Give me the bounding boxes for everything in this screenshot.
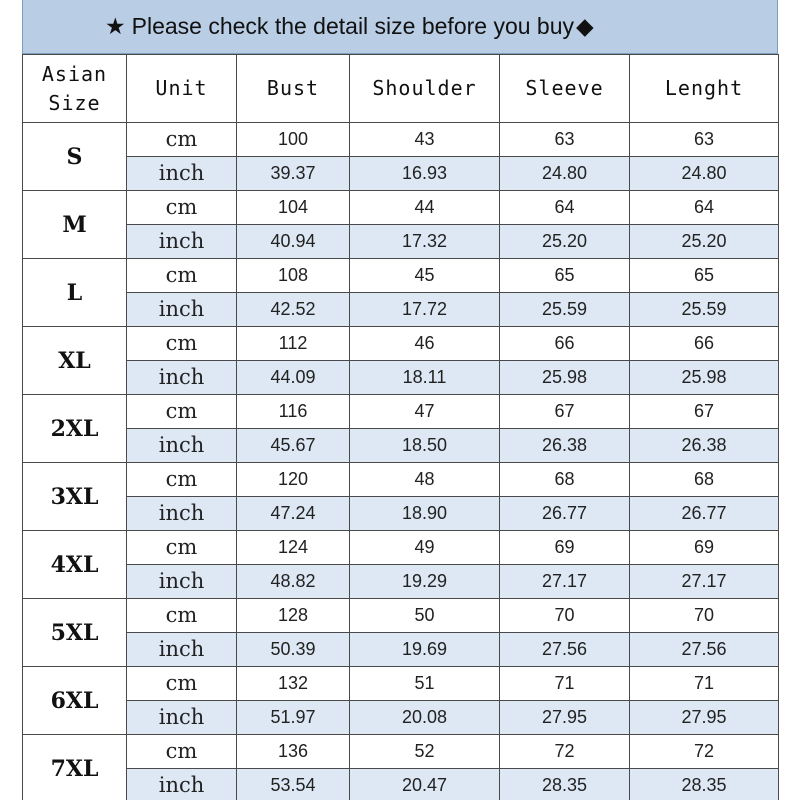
- sleeve-inch-value: 26.77: [500, 497, 630, 531]
- table-row-cm: [23, 327, 779, 361]
- shoulder-cm-value: 50: [350, 599, 500, 633]
- header-unit: Unit: [127, 55, 237, 123]
- sleeve-cm-value: 68: [500, 463, 630, 497]
- bust-inch-value: 39.37: [237, 157, 350, 191]
- header-row: [23, 55, 779, 123]
- table-row-inch: [23, 429, 779, 463]
- length-cm-value: 65: [630, 259, 779, 293]
- length-cm-value: 70: [630, 599, 779, 633]
- bust-cm-value: 136: [237, 735, 350, 769]
- shoulder-cm-value: 47: [350, 395, 500, 429]
- length-inch-value: 25.98: [630, 361, 779, 395]
- shoulder-cm-value: 52: [350, 735, 500, 769]
- length-cm-value: 66: [630, 327, 779, 361]
- sleeve-inch-value: 25.20: [500, 225, 630, 259]
- unit-cm: cm: [127, 735, 237, 769]
- sleeve-inch-value: 24.80: [500, 157, 630, 191]
- length-cm-value: 72: [630, 735, 779, 769]
- shoulder-cm-value: 44: [350, 191, 500, 225]
- size-label: L: [23, 259, 127, 327]
- length-cm-value: 64: [630, 191, 779, 225]
- star-icon: ★: [105, 13, 126, 39]
- shoulder-cm-value: 48: [350, 463, 500, 497]
- unit-inch: inch: [127, 633, 237, 667]
- length-inch-value: 28.35: [630, 769, 779, 800]
- length-inch-value: 25.59: [630, 293, 779, 327]
- size-label: 6XL: [23, 667, 127, 735]
- table-row-inch: [23, 361, 779, 395]
- unit-cm: cm: [127, 599, 237, 633]
- size-label: 2XL: [23, 395, 127, 463]
- bust-inch-value: 50.39: [237, 633, 350, 667]
- size-table-body: [23, 123, 779, 800]
- unit-cm: cm: [127, 463, 237, 497]
- bust-inch-value: 47.24: [237, 497, 350, 531]
- bust-cm-value: 108: [237, 259, 350, 293]
- unit-inch: inch: [127, 157, 237, 191]
- length-inch-value: 27.17: [630, 565, 779, 599]
- header-size-line2: Size: [48, 90, 101, 115]
- length-cm-value: 68: [630, 463, 779, 497]
- shoulder-cm-value: 49: [350, 531, 500, 565]
- bust-cm-value: 100: [237, 123, 350, 157]
- header-length: Lenght: [630, 55, 779, 123]
- shoulder-inch-value: 17.32: [350, 225, 500, 259]
- unit-cm: cm: [127, 531, 237, 565]
- length-cm-value: 71: [630, 667, 779, 701]
- size-label: XL: [23, 327, 127, 395]
- table-row-cm: [23, 123, 779, 157]
- table-row-inch: [23, 157, 779, 191]
- header-size-line1: Asian: [41, 61, 108, 86]
- size-label: 7XL: [23, 735, 127, 800]
- table-row-cm: [23, 395, 779, 429]
- table-row-inch: [23, 225, 779, 259]
- unit-inch: inch: [127, 769, 237, 800]
- unit-inch: inch: [127, 565, 237, 599]
- unit-inch: inch: [127, 293, 237, 327]
- shoulder-cm-value: 43: [350, 123, 500, 157]
- unit-cm: cm: [127, 259, 237, 293]
- table-row-inch: [23, 565, 779, 599]
- sleeve-cm-value: 72: [500, 735, 630, 769]
- shoulder-inch-value: 19.69: [350, 633, 500, 667]
- sleeve-cm-value: 65: [500, 259, 630, 293]
- unit-cm: cm: [127, 327, 237, 361]
- table-row-inch: [23, 633, 779, 667]
- unit-cm: cm: [127, 667, 237, 701]
- header-sleeve: Sleeve: [500, 55, 630, 123]
- shoulder-inch-value: 18.50: [350, 429, 500, 463]
- unit-inch: inch: [127, 701, 237, 735]
- bust-inch-value: 48.82: [237, 565, 350, 599]
- header-bust: Bust: [237, 55, 350, 123]
- unit-inch: inch: [127, 225, 237, 259]
- sleeve-inch-value: 28.35: [500, 769, 630, 800]
- table-row-cm: [23, 463, 779, 497]
- length-inch-value: 26.38: [630, 429, 779, 463]
- bust-inch-value: 42.52: [237, 293, 350, 327]
- sleeve-cm-value: 67: [500, 395, 630, 429]
- sleeve-cm-value: 71: [500, 667, 630, 701]
- length-inch-value: 26.77: [630, 497, 779, 531]
- length-inch-value: 27.56: [630, 633, 779, 667]
- table-row-inch: [23, 497, 779, 531]
- unit-inch: inch: [127, 429, 237, 463]
- length-inch-value: 27.95: [630, 701, 779, 735]
- bust-inch-value: 45.67: [237, 429, 350, 463]
- sleeve-cm-value: 70: [500, 599, 630, 633]
- table-row-cm: [23, 259, 779, 293]
- header-shoulder: Shoulder: [350, 55, 500, 123]
- sleeve-cm-value: 69: [500, 531, 630, 565]
- bust-cm-value: 132: [237, 667, 350, 701]
- shoulder-inch-value: 18.90: [350, 497, 500, 531]
- table-row-inch: [23, 293, 779, 327]
- sleeve-inch-value: 27.95: [500, 701, 630, 735]
- table-row-inch: [23, 701, 779, 735]
- bust-inch-value: 44.09: [237, 361, 350, 395]
- size-notice-banner: [22, 0, 778, 54]
- sleeve-inch-value: 27.56: [500, 633, 630, 667]
- table-row-cm: [23, 599, 779, 633]
- shoulder-inch-value: 20.08: [350, 701, 500, 735]
- bust-inch-value: 40.94: [237, 225, 350, 259]
- table-row-cm: [23, 667, 779, 701]
- unit-cm: cm: [127, 123, 237, 157]
- diamond-icon: ◆: [576, 13, 594, 39]
- shoulder-inch-value: 16.93: [350, 157, 500, 191]
- shoulder-cm-value: 45: [350, 259, 500, 293]
- size-label: 5XL: [23, 599, 127, 667]
- shoulder-inch-value: 20.47: [350, 769, 500, 800]
- bust-cm-value: 120: [237, 463, 350, 497]
- sleeve-inch-value: 26.38: [500, 429, 630, 463]
- unit-inch: inch: [127, 361, 237, 395]
- unit-inch: inch: [127, 497, 237, 531]
- sleeve-cm-value: 63: [500, 123, 630, 157]
- length-inch-value: 25.20: [630, 225, 779, 259]
- length-inch-value: 24.80: [630, 157, 779, 191]
- size-table: [22, 54, 779, 800]
- header-asian-size: [23, 55, 127, 123]
- shoulder-inch-value: 18.11: [350, 361, 500, 395]
- bust-cm-value: 124: [237, 531, 350, 565]
- size-label: M: [23, 191, 127, 259]
- sleeve-inch-value: 27.17: [500, 565, 630, 599]
- sleeve-cm-value: 64: [500, 191, 630, 225]
- shoulder-inch-value: 19.29: [350, 565, 500, 599]
- unit-cm: cm: [127, 191, 237, 225]
- table-row-cm: [23, 531, 779, 565]
- size-label: S: [23, 123, 127, 191]
- bust-inch-value: 51.97: [237, 701, 350, 735]
- bust-cm-value: 104: [237, 191, 350, 225]
- sleeve-inch-value: 25.98: [500, 361, 630, 395]
- length-cm-value: 69: [630, 531, 779, 565]
- bust-cm-value: 116: [237, 395, 350, 429]
- table-row-cm: [23, 191, 779, 225]
- shoulder-cm-value: 46: [350, 327, 500, 361]
- size-label: 4XL: [23, 531, 127, 599]
- table-row-cm: [23, 735, 779, 769]
- sleeve-inch-value: 25.59: [500, 293, 630, 327]
- unit-cm: cm: [127, 395, 237, 429]
- bust-cm-value: 112: [237, 327, 350, 361]
- size-label: 3XL: [23, 463, 127, 531]
- length-cm-value: 67: [630, 395, 779, 429]
- shoulder-cm-value: 51: [350, 667, 500, 701]
- length-cm-value: 63: [630, 123, 779, 157]
- bust-inch-value: 53.54: [237, 769, 350, 800]
- sleeve-cm-value: 66: [500, 327, 630, 361]
- shoulder-inch-value: 17.72: [350, 293, 500, 327]
- bust-cm-value: 128: [237, 599, 350, 633]
- table-row-inch: [23, 769, 779, 800]
- banner-text: Please check the detail size before you buy: [131, 13, 575, 39]
